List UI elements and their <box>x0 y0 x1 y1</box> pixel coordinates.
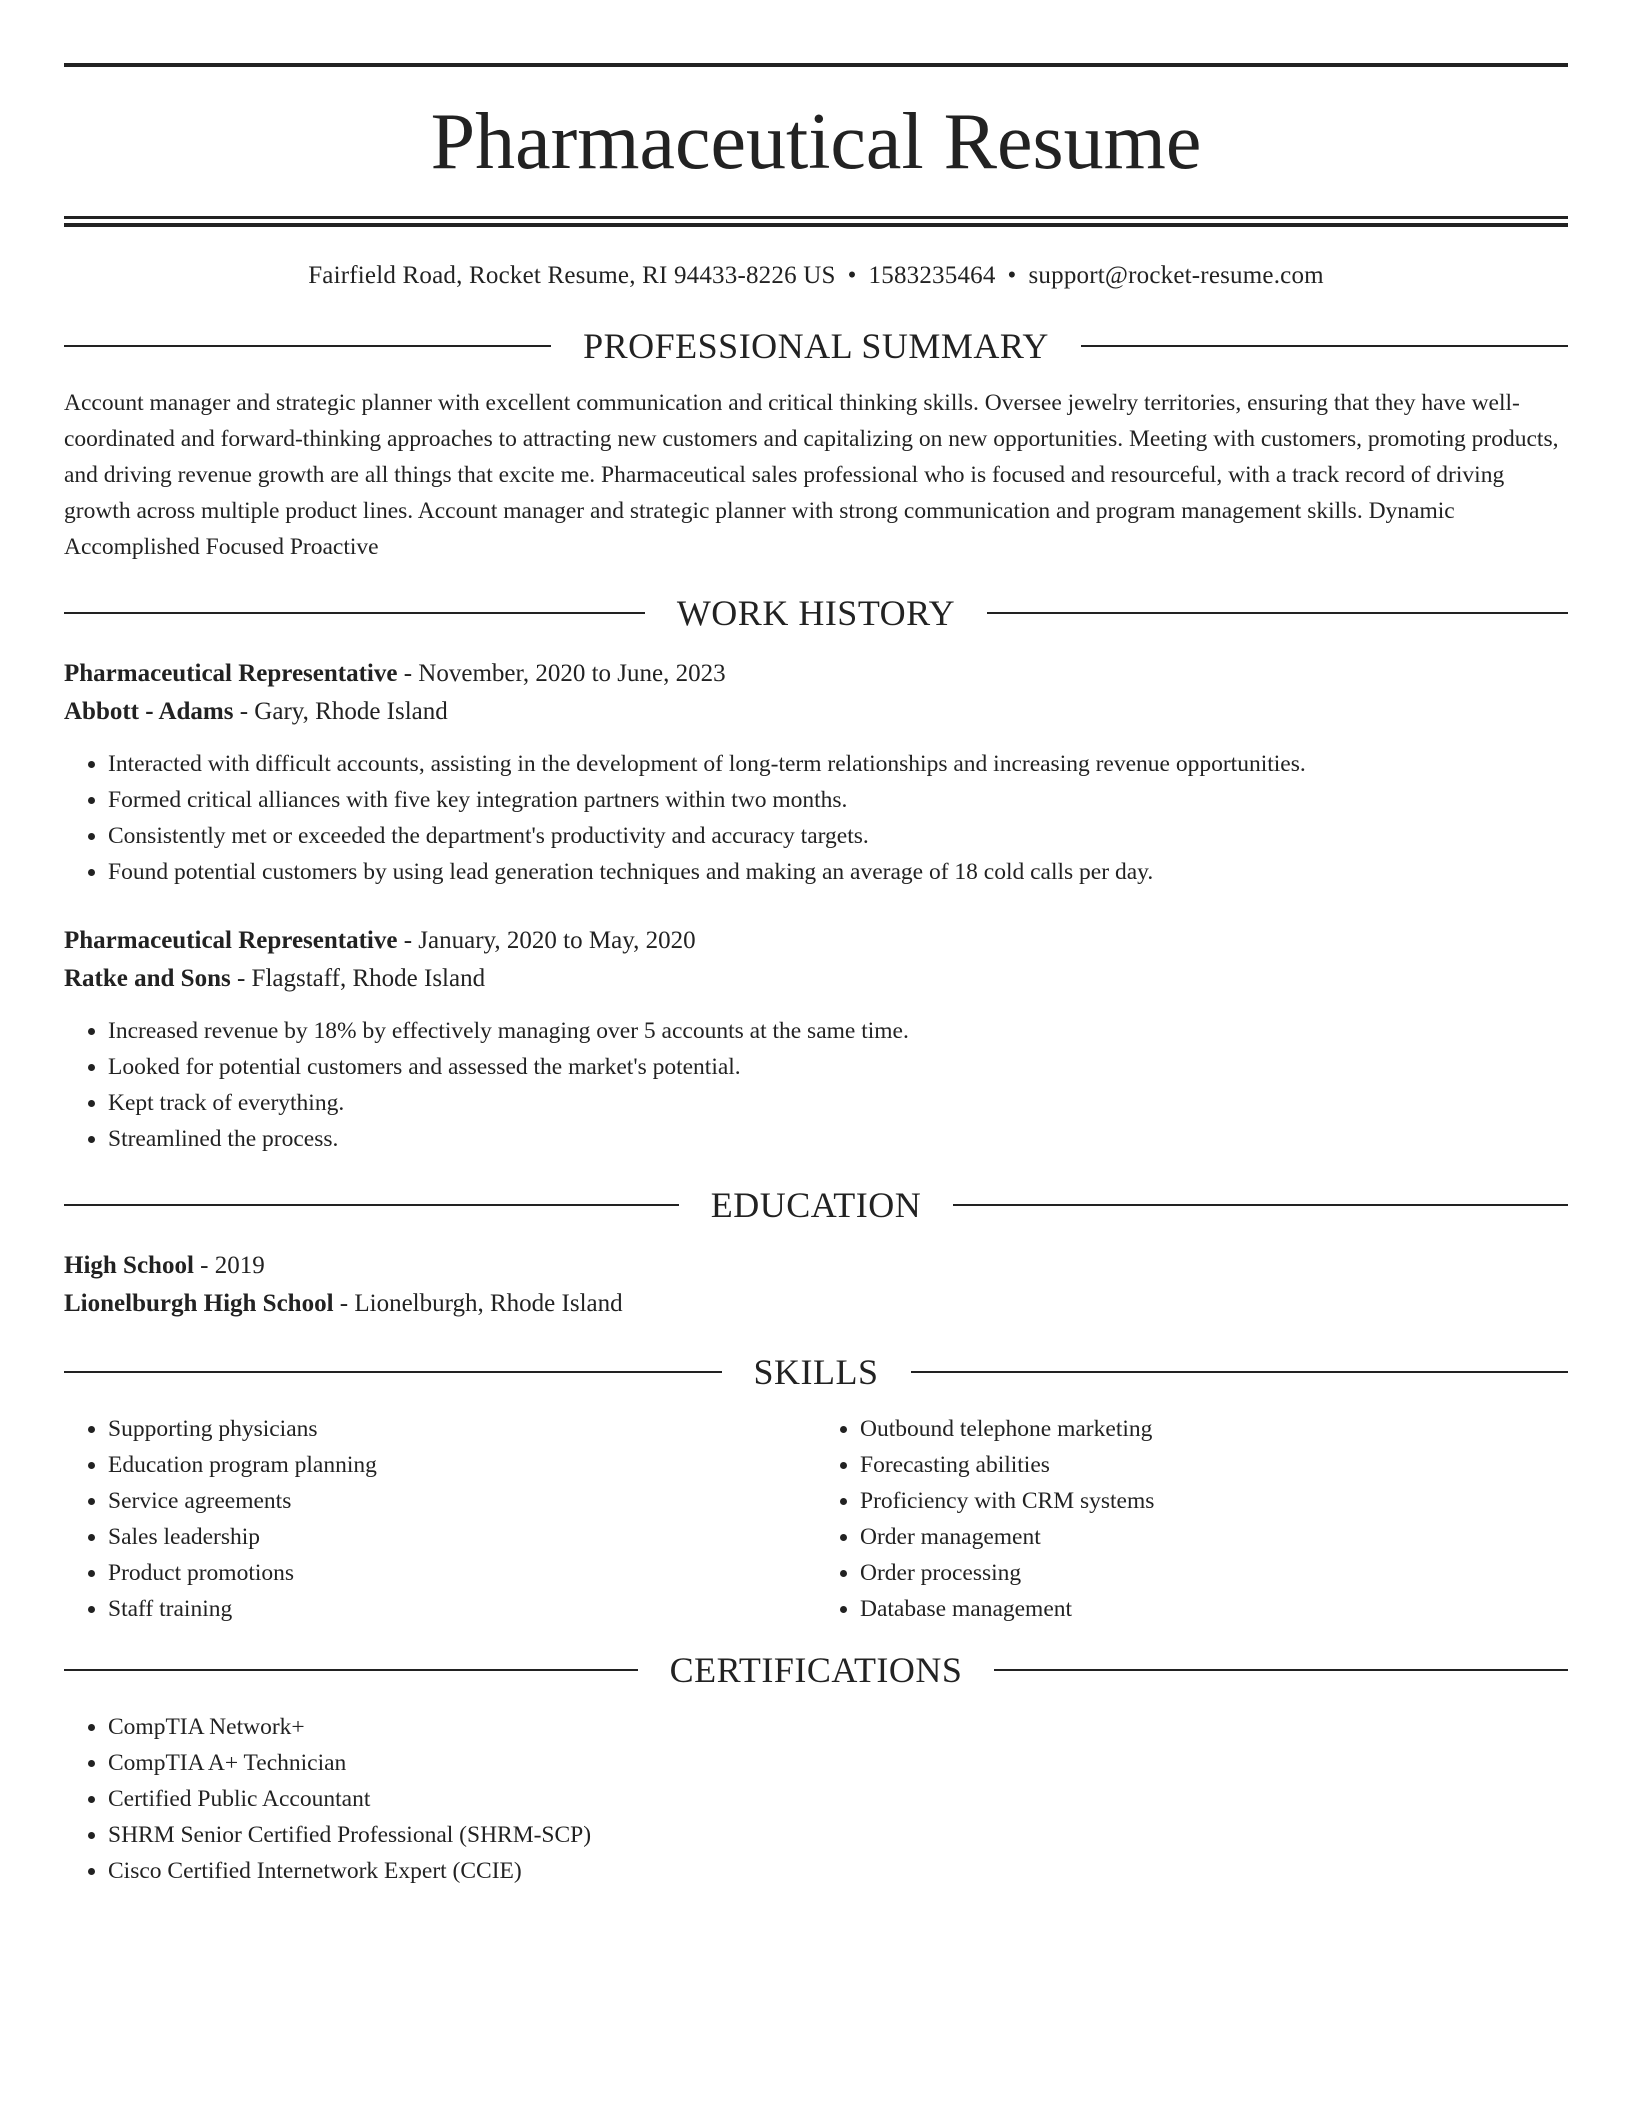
skills-grid <box>64 1411 1568 1627</box>
job-dates: - January, 2020 to May, 2020 <box>397 927 696 954</box>
job-title-line <box>64 922 1568 960</box>
heading-rule <box>64 1669 638 1671</box>
section-heading-work-history <box>64 595 1568 631</box>
skill-item: • Order management <box>860 1519 1568 1555</box>
skill-item: • Supporting physicians <box>108 1411 816 1447</box>
contact-separator: • <box>1007 262 1017 289</box>
list-item: • Consistently met or exceeded the department's productivity and accuracy targets. <box>108 818 1568 854</box>
education-degree: High School <box>64 1252 194 1279</box>
section-heading-label: SKILLS <box>753 1352 879 1392</box>
section-heading-summary <box>64 328 1568 364</box>
list-item: • Formed critical alliances with five key integration partners within two months. <box>108 782 1568 818</box>
job-location: - Flagstaff, Rhode Island <box>230 965 486 992</box>
certification-item: • CompTIA A+ Technician <box>108 1745 1568 1781</box>
section-heading-label: WORK HISTORY <box>676 593 956 633</box>
resume-title: Pharmaceutical Resume <box>430 98 1202 186</box>
list-item: • Looked for potential customers and assessed the market's potential. <box>108 1049 1568 1085</box>
education-year: - 2019 <box>193 1252 265 1279</box>
list-item: • Interacted with difficult accounts, assisting in the development of long-term relationships and increasing revenue opportunities. <box>108 746 1568 782</box>
certification-item: • Cisco Certified Internetwork Expert (CCIE) <box>108 1853 1568 1889</box>
education-school: Lionelburgh High School <box>64 1290 334 1317</box>
skill-item: • Staff training <box>108 1591 816 1627</box>
section-heading-skills <box>64 1354 1568 1390</box>
list-item: • Streamlined the process. <box>108 1121 1568 1157</box>
skill-item: • Outbound telephone marketing <box>860 1411 1568 1447</box>
certification-item: • Certified Public Accountant <box>108 1781 1568 1817</box>
job-title-line <box>64 655 1568 693</box>
certification-item: • SHRM Senior Certified Professional (SHRM-SCP) <box>108 1817 1568 1853</box>
skill-item: • Forecasting abilities <box>860 1447 1568 1483</box>
heading-rule <box>987 612 1568 614</box>
heading-rule <box>64 1371 722 1373</box>
job-title: Pharmaceutical Representative <box>64 660 398 687</box>
heading-rule <box>994 1669 1568 1671</box>
contact-phone: 1583235464 <box>868 262 996 289</box>
section-heading-education <box>64 1187 1568 1223</box>
skill-item: • Product promotions <box>108 1555 816 1591</box>
certification-item: • CompTIA Network+ <box>108 1709 1568 1745</box>
contact-separator: • <box>847 262 857 289</box>
heading-rule <box>64 345 551 347</box>
job-bullets <box>64 746 1568 890</box>
heading-rule <box>953 1204 1568 1206</box>
job-entry <box>64 655 1568 890</box>
skills-right-column <box>816 1411 1568 1627</box>
list-item: • Found potential customers by using lead generation techniques and making an average of 18 cold calls per day. <box>108 854 1568 890</box>
section-heading-certifications <box>64 1652 1568 1688</box>
title-double-rule <box>64 216 1568 227</box>
summary-text: Account manager and strategic planner with excellent communication and critical thinking skills. Oversee jewelry territories, ensuring that they have well-coordinated and forward-thinking approaches to attracting new customers and capitalizing on new opportunities. Meeting with customers, promoting products, and driving revenue growth are all things that excite me. Pharmaceutical sales professional who is focused and resourceful, with a track record of driving growth across multiple product lines. Account manager and strategic planner with strong communication and program management skills. Dynamic Accomplished Focused Proactive <box>64 390 1559 560</box>
job-title: Pharmaceutical Representative <box>64 927 398 954</box>
job-company: Ratke and Sons <box>64 965 231 992</box>
skill-item: • Order processing <box>860 1555 1568 1591</box>
section-heading-label: EDUCATION <box>710 1185 922 1225</box>
contact-line <box>64 261 1568 291</box>
skill-item: • Database management <box>860 1591 1568 1627</box>
skill-item: • Service agreements <box>108 1483 816 1519</box>
skill-item: • Proficiency with CRM systems <box>860 1483 1568 1519</box>
list-item: • Increased revenue by 18% by effectively managing over 5 accounts at the same time. <box>108 1013 1568 1049</box>
heading-rule <box>64 1204 679 1206</box>
section-heading-label: PROFESSIONAL SUMMARY <box>583 326 1049 366</box>
certifications-list <box>64 1709 1568 1889</box>
heading-rule <box>911 1371 1569 1373</box>
job-company: Abbott - Adams <box>64 698 234 725</box>
education-entry <box>64 1247 1568 1323</box>
heading-rule <box>1081 345 1568 347</box>
contact-email: support@rocket-resume.com <box>1028 262 1324 289</box>
contact-address: Fairfield Road, Rocket Resume, RI 94433-8226 US <box>308 262 836 289</box>
job-entry <box>64 922 1568 1157</box>
section-heading-label: CERTIFICATIONS <box>669 1650 963 1690</box>
job-bullets <box>64 1013 1568 1157</box>
job-company-line <box>64 960 1568 998</box>
top-rule <box>64 63 1568 67</box>
heading-rule <box>64 612 645 614</box>
skills-left-column <box>64 1411 816 1627</box>
skill-item: • Sales leadership <box>108 1519 816 1555</box>
job-dates: - November, 2020 to June, 2023 <box>397 660 726 687</box>
job-company-line <box>64 693 1568 731</box>
list-item: • Kept track of everything. <box>108 1085 1568 1121</box>
education-degree-line <box>64 1247 1568 1285</box>
job-location: - Gary, Rhode Island <box>233 698 448 725</box>
education-school-line <box>64 1285 1568 1323</box>
skill-item: • Education program planning <box>108 1447 816 1483</box>
education-location: - Lionelburgh, Rhode Island <box>333 1290 623 1317</box>
